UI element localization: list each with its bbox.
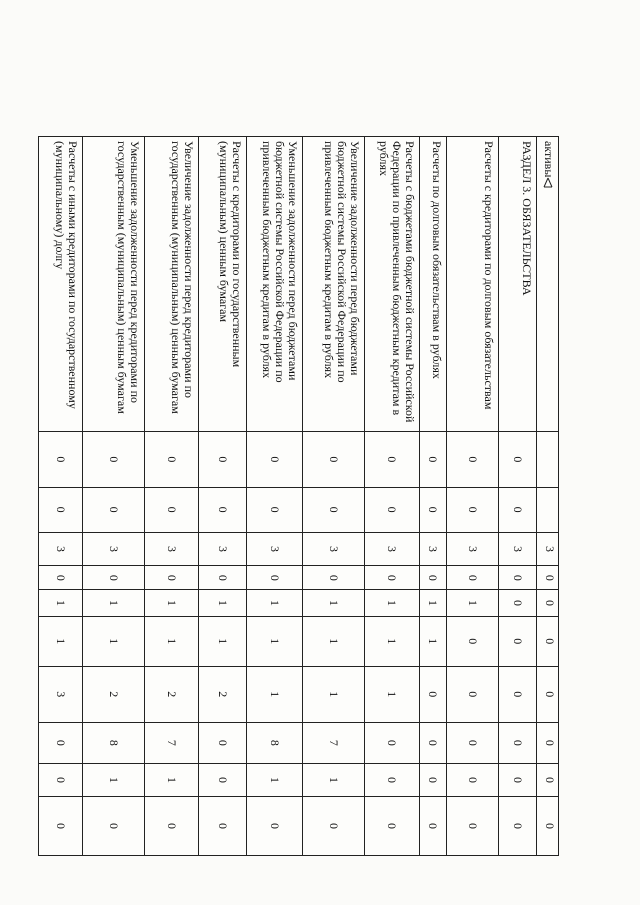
value-cell: 0 [447,566,499,590]
value-cell: 0 [499,487,537,532]
accounts-table [38,136,559,856]
value-cell: 0 [499,616,537,666]
value-cell: 1 [145,590,199,616]
value-cell: 2 [145,666,199,722]
value-cell: 1 [39,590,83,616]
value-cell: 0 [420,666,447,722]
value-cell: 0 [199,566,247,590]
value-cell: 3 [537,532,559,566]
value-cell: 0 [199,796,247,855]
value-cell: 0 [447,616,499,666]
table-row [247,137,303,856]
value-cell: 0 [39,487,83,532]
value-cell: 0 [145,487,199,532]
table-row [537,137,559,856]
value-cell: 1 [303,616,365,666]
value-cell: 2 [199,666,247,722]
table-row [447,137,499,856]
value-cell: 1 [199,590,247,616]
value-cell: 1 [247,616,303,666]
value-cell: 1 [303,666,365,722]
value-cell: 0 [365,487,420,532]
value-cell: 0 [420,432,447,488]
value-cell: 0 [365,764,420,797]
value-cell: 0 [420,487,447,532]
value-cell: 7 [303,722,365,764]
value-cell: 0 [39,722,83,764]
value-cell: 0 [83,566,145,590]
value-cell: 0 [303,566,365,590]
value-cell: 0 [537,616,559,666]
value-cell: 0 [247,566,303,590]
value-cell: 0 [447,487,499,532]
value-cell: 0 [199,487,247,532]
value-cell: 0 [303,796,365,855]
value-cell: 0 [447,722,499,764]
value-cell: 0 [247,432,303,488]
value-cell: 0 [83,796,145,855]
table-row [145,137,199,856]
value-cell: 3 [447,532,499,566]
value-cell: 0 [199,432,247,488]
value-cell: 8 [83,722,145,764]
row-name-cell [537,137,559,432]
value-cell: 0 [499,432,537,488]
value-cell: 0 [537,590,559,616]
value-cell: 3 [499,532,537,566]
value-cell: 0 [499,666,537,722]
value-cell: 1 [365,590,420,616]
value-cell: 0 [83,487,145,532]
table-row [83,137,145,856]
value-cell: 1 [247,590,303,616]
value-cell: 0 [365,796,420,855]
value-cell: 1 [247,666,303,722]
row-name: РАЗДЕЛ 3. ОБЯЗАТЕЛЬСТВА [499,137,537,432]
value-cell: 1 [365,666,420,722]
rotated-table-container [53,136,559,856]
value-cell: 0 [420,796,447,855]
table-row [420,137,447,856]
value-cell: 2 [83,666,145,722]
value-cell: 0 [499,722,537,764]
value-cell: 3 [199,532,247,566]
value-cell: 3 [303,532,365,566]
row-name: Увеличение задолженности перед кредиторами по государственным (муниципальным) ценным бумагам [145,137,199,432]
value-cell: 1 [145,616,199,666]
value-cell: 0 [447,666,499,722]
value-cell: 1 [145,764,199,797]
value-cell: 0 [420,566,447,590]
value-cell: 1 [447,590,499,616]
row-name: Расчеты по долговым обязательствам в рублях [420,137,447,432]
value-cell: 1 [83,616,145,666]
value-cell: 3 [145,532,199,566]
value-cell: 0 [247,487,303,532]
value-cell: 1 [83,590,145,616]
value-cell: 1 [420,590,447,616]
value-cell: 0 [537,666,559,722]
value-cell: 0 [365,432,420,488]
value-cell: 0 [39,796,83,855]
value-cell: 7 [145,722,199,764]
value-cell: 0 [39,432,83,488]
row-name: Расчеты с бюджетами бюджетной системы Российской Федерации по привлеченным бюджетным кредитам в рублях [365,137,420,432]
row-name: Уменьшение задолженности перед бюджетами бюджетной системы Российской Федерации по привлеченным бюджетным кредитам в рублях [247,137,303,432]
value-cell: 0 [145,796,199,855]
value-cell: 0 [39,566,83,590]
table-row [199,137,247,856]
value-cell: 1 [83,764,145,797]
row-name: Расчеты с кредиторами по долговым обязательствам [447,137,499,432]
value-cell: 0 [365,722,420,764]
value-cell: 0 [499,764,537,797]
value-cell: 0 [145,566,199,590]
value-cell: 0 [420,722,447,764]
row-name: Увеличение задолженности перед бюджетами бюджетной системы Российской Федерации по привлеченным бюджетным кредитам в рублях [303,137,365,432]
row-name: Расчеты с кредиторами по государственным (муниципальным) ценным бумагам [199,137,247,432]
value-cell: 1 [247,764,303,797]
arrow-icon [543,177,553,189]
value-cell: 0 [83,432,145,488]
value-cell: 0 [145,432,199,488]
value-cell: 1 [199,616,247,666]
row-name: Уменьшение задолженности перед кредиторами по государственным (муниципальным) ценным бумагам [83,137,145,432]
value-cell: 1 [303,590,365,616]
value-cell: 0 [499,796,537,855]
value-cell: 0 [303,487,365,532]
value-cell: 0 [537,722,559,764]
table-body [39,137,559,856]
row-name: Расчеты с иными кредиторами по государственному (муниципальному) долгу [39,137,83,432]
value-cell: 0 [420,764,447,797]
value-cell: 0 [447,432,499,488]
value-cell: 3 [420,532,447,566]
value-cell: 0 [365,566,420,590]
value-cell: 0 [537,796,559,855]
value-cell: 1 [420,616,447,666]
value-cell: 0 [499,590,537,616]
value-cell [537,487,559,532]
value-cell: 3 [39,666,83,722]
value-cell [537,432,559,488]
value-cell: 3 [39,532,83,566]
value-cell: 0 [247,796,303,855]
value-cell: 0 [199,764,247,797]
value-cell: 0 [537,566,559,590]
value-cell: 1 [303,764,365,797]
value-cell: 0 [499,566,537,590]
table-row [499,137,537,856]
value-cell: 0 [39,764,83,797]
value-cell: 0 [537,764,559,797]
value-cell: 0 [199,722,247,764]
table-row [39,137,83,856]
value-cell: 3 [247,532,303,566]
value-cell: 8 [247,722,303,764]
value-cell: 3 [83,532,145,566]
table-row [365,137,420,856]
value-cell: 0 [303,432,365,488]
table-row [303,137,365,856]
value-cell: 0 [447,796,499,855]
value-cell: 1 [365,616,420,666]
value-cell: 1 [39,616,83,666]
row-name: активы [542,141,556,178]
value-cell: 3 [365,532,420,566]
value-cell: 0 [447,764,499,797]
